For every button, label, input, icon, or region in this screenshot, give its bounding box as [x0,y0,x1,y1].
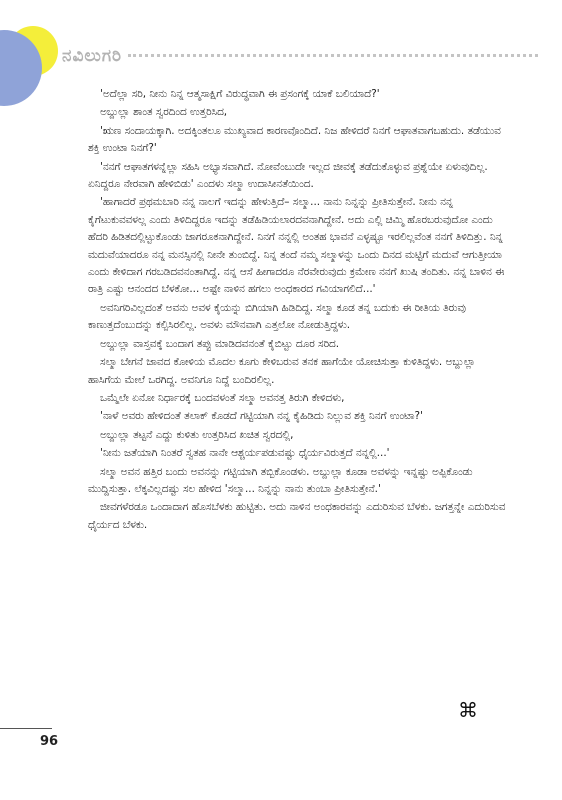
footer-rule [0,728,52,729]
paragraph: ಒಮ್ಮೆಲೇ ಏನೋ ನಿರ್ಧಾರಕ್ಕೆ ಬಂದವಳಂತೆ ಸಲ್ಮಾ ಅವನತ್ತ ತಿರುಗಿ ಕೇಳಿದಳು, [100,391,345,404]
paragraph: 'ನಾಳೆ ಅವರು ಹೇಳಿದಂತೆ ತಲಾಕ್ ಕೊಡದೆ ಗಟ್ಟಿಯಾಗಿ ನನ್ನ ಕೈಹಿಡಿದು ನಿಲ್ಲುವ ಶಕ್ತಿ ನಿನಗೆ ಉಂಟಾ?' [100,410,423,423]
paragraph: ಜೀವಗಳೆರಡೂ ಒಂದಾದಾಗ ಹೊಸಬೆಳಕು ಹುಟ್ಟಿತು. ಅದು ನಾಳಿನ ಅಂಧಕಾರವನ್ನು ಎದುರಿಸುವ ಬೆಳಕು. ಜಗತ್ತನ್ನೇ ಎದುರಿಸುವ ಧೈರ್ಯದ ಬೆಳಕು. [88,501,506,531]
page-number: 96 [40,734,59,749]
paragraph: 'ಹಾಗಾದರೆ ಪ್ರಥಮಬಾರಿ ನನ್ನ ನಾಲಗೆ ಇದನ್ನು ಹೇಳುತ್ತಿದೆ– ಸಲ್ಮಾ... ನಾನು ನಿನ್ನನ್ನು ಪ್ರೀತಿಸುತ್ತೇನೆ. ನೀನು ನನ್ನ ಕೈಗೆಟುಕುವವಳಲ್ಲ ಎಂದು ತಿಳಿದಿದ್ದರೂ ಇದನ್ನು ತಡೆಹಿಡಿಯಲಾರದವನಾಗಿದ್ದೇನೆ. ಅದು ಎಲ್ಲಿ ಚಿಮ್ಮಿ ಹೊರಬರುವುದೋ ಎಂದು ಹೆದರಿ ಹಿಡಿತದಲ್ಲಿಟ್ಟುಕೊಂಡು ಜಾಗರೂಕನಾಗಿದ್ದೇನೆ. ನಿನಗೆ ನನ್ನಲ್ಲಿ ಅಂತಹ ಭಾವನೆ ಎಳ್ಳಷ್ಟೂ ಇರಲಿಲ್ಲವೆಂತ ನನಗೆ ತಿಳಿದಿತ್ತು. ನಿನ್ನ ಮದುವೆಯಾದರೂ ನನ್ನ ಮನಸ್ಸಿನಲ್ಲಿ ನೀನೇ ತುಂಬಿದ್ದೆ. ನಿನ್ನ ತಂದೆ ನಮ್ಮ ಸಲ್ಮಾಳನ್ನು ಒಂದು ದಿನದ ಮಟ್ಟಿಗೆ ಮದುವೆ ಆಗುತ್ತೀಯಾ ಎಂದು ಕೇಳಿದಾಗ ಗರಬಡಿದವನಂತಾಗಿದ್ದೆ. ನನ್ನ ಆಸೆ ಹೀಗಾದರೂ ನೆರವೇರುವುದು ಕ್ರಮೇಣ ನನಗೆ ಖುಷಿ ತಂದಿತು. ನನ್ನ ಬಾಳಿನ ಈ ರಾತ್ರಿ ಎಷ್ಟು ಆನಂದದ ಬೆಳಕೋ... ಅಷ್ಟೇ ನಾಳಿನ ಹಗಲು ಅಂಧಕಾರದ ಗವಿಯಾಗಲಿದೆ...' [88,196,505,296]
paragraph: 'ಋಣ ಸಂದಾಯಕ್ಕಾಗಿ. ಅದಕ್ಕಿಂತಲೂ ಮುಖ್ಯವಾದ ಕಾರಣವೊಂದಿದೆ. ನಿಜ ಹೇಳಿದರೆ ನಿನಗೆ ಆಘಾತವಾಗಬಹುದು. ತಡೆಯುವ ಶಕ್ತಿ ಉಂಟಾ ನಿನಗೆ?' [88,124,501,155]
paragraph: 'ನೀನು ಜತೆಯಾಗಿ ನಿಂತರೆ ಸ್ವತಹ ನಾನೇ ಆಶ್ಚರ್ಯಪಡುವಷ್ಟು ಧೈರ್ಯವಿರುತ್ತದೆ ನನ್ನಲ್ಲಿ...' [100,447,390,460]
page-body [88,86,506,535]
paragraph: 'ನನಗೆ ಆಘಾತಗಳನ್ನೆಲ್ಲಾ ಸಹಿಸಿ ಅಭ್ಯಾಸವಾಗಿದೆ. ನೋವೆಂಬುದೇ ಇಲ್ಲದ ಜೀವಕ್ಕೆ ತಡೆದುಕೊಳ್ಳುವ ಪ್ರಶ್ನೆಯೇ ಏಳುವುದಿಲ್ಲ. ಏನಿದ್ದರೂ ನೇರವಾಗಿ ಹೇಳಿಬಿಡು' ಎಂದಳು ಸಲ್ಮಾ ಉದಾಸೀನತೆಯಿಂದ. [88,160,488,191]
paragraph: ಅಬ್ದುಲ್ಲಾ ತಟ್ಟನೆ ಎದ್ದು ಕುಳಿತು ಉತ್ತರಿಸಿದ ಖಚಿತ ಸ್ವರದಲ್ಲಿ, [100,428,294,441]
running-header-title: ನವಿಲುಗರಿ [62,46,123,66]
paragraph: ಅವನಿಗರಿವಿಲ್ಲದಂತೆ ಅವನು ಅವಳ ಕೈಯನ್ನು ಬಿಗಿಯಾಗಿ ಹಿಡಿದಿದ್ದ. ಸಲ್ಮಾ ಕೂಡ ತನ್ನ ಬದುಕು ಈ ರೀತಿಯ ತಿರುವು ಕಾಣುತ್ತದೆಂಬುದನ್ನು ಕಲ್ಪಿಸಿರಲಿಲ್ಲ. ಅವಳು ಮೌನವಾಗಿ ಎತ್ತಲೋ ನೋಡುತ್ತಿದ್ದಳು. [88,301,466,332]
paragraph: 'ಅದೆಲ್ಲಾ ಸರಿ, ನೀನು ನಿನ್ನ ಆತ್ಮಸಾಕ್ಷಿಗೆ ವಿರುದ್ಧವಾಗಿ ಈ ಪ್ರಸಂಗಕ್ಕೆ ಯಾಕೆ ಬಲಿಯಾದೆ?' [100,88,380,100]
paragraph: ಅಬ್ದುಲ್ಲಾ ವಾಸ್ತವಕ್ಕೆ ಬಂದಾಗ ತಪ್ಪು ಮಾಡಿದವನಂತೆ ಕೈಬಿಟ್ಟು ದೂರ ಸರಿದ. [100,337,340,350]
paragraph: ಅಬ್ದುಲ್ಲಾ ಶಾಂತ ಸ್ವರದಿಂದ ಉತ್ತರಿಸಿದ, [100,106,228,119]
section-end-icon: ⌘ [458,698,478,722]
header-dotted-rule [128,54,538,57]
paragraph: ಸಲ್ಮಾ ಬೇಗನೆ ಜಾವದ ಕೋಳಿಯ ಮೊದಲ ಕೂಗು ಕೇಳಿಬರುವ ತನಕ ಹಾಗೆಯೇ ಯೋಚಿಸುತ್ತಾ ಕುಳಿತಿದ್ದಳು. ಅಬ್ದುಲ್ಲಾ ಹಾಸಿಗೆಯ ಮೇಲೆ ಒರಗಿದ್ದ. ಅವನಿಗೂ ನಿದ್ದೆ ಬಂದಿರಲಿಲ್ಲ. [88,356,476,386]
paragraph: ಸಲ್ಮಾ ಅವನ ಹತ್ತಿರ ಬಂದು ಅವನನ್ನು ಗಟ್ಟಿಯಾಗಿ ತಬ್ಬಿಕೊಂಡಳು. ಅಬ್ದುಲ್ಲಾ ಕೂಡಾ ಅವಳನ್ನು ಇನ್ನಷ್ಟು ಅಪ್ಪಿಕೊಂಡು ಮುದ್ದಿಸುತ್ತಾ. ಲೆಕ್ಕವಿಲ್ಲದಷ್ಟು ಸಲ ಹೇಳಿದ 'ಸಲ್ಮಾ... ನಿನ್ನನ್ನು ನಾನು ತುಂಬಾ ಪ್ರೀತಿಸುತ್ತೇನೆ.' [88,465,473,495]
